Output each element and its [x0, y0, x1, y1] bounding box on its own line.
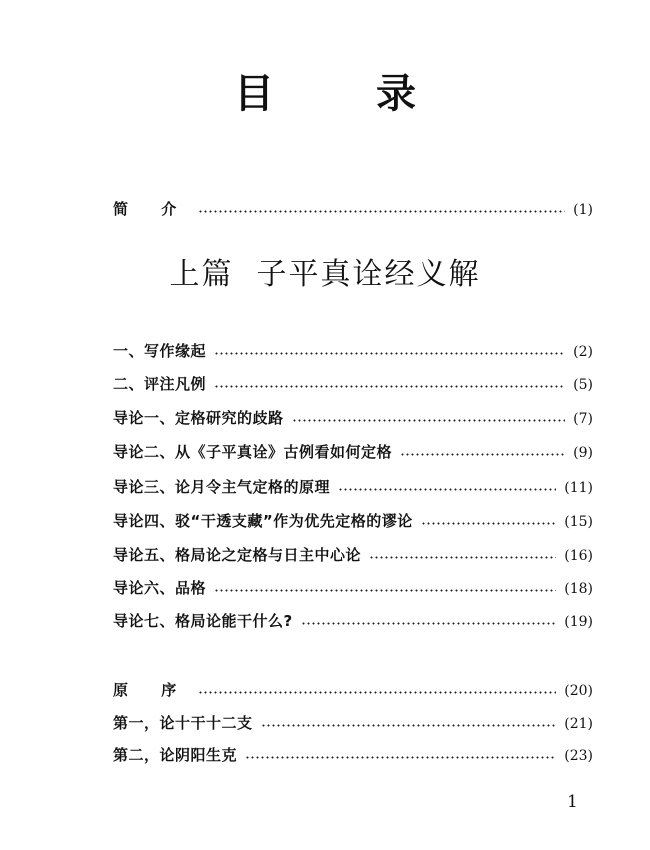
toc-entry-page: (9) [573, 444, 593, 461]
toc-entry[interactable] [113, 709, 593, 735]
toc-entry-label: 原 序 [113, 680, 191, 699]
toc-entry[interactable] [113, 741, 593, 767]
toc-entry[interactable] [113, 574, 593, 600]
toc-entry-page: (21) [564, 715, 593, 732]
toc-entry-label: 导论四、驳“干透支藏”作为优先定格的谬论 [113, 511, 413, 530]
toc-leader-dots [245, 756, 556, 759]
toc-entry-page: (15) [564, 513, 593, 530]
toc-entry-label: 简 介 [113, 199, 191, 218]
toc-entry-label: 二、评注凡例 [113, 374, 207, 393]
toc-entry-intro[interactable] [113, 195, 593, 221]
toc-entry[interactable] [113, 370, 593, 396]
toc-entry[interactable] [113, 507, 593, 533]
toc-entry-page: (19) [564, 613, 593, 630]
toc-entry-label: 一、写作缘起 [113, 341, 207, 360]
toc-entry-label: 导论五、格局论之定格与日主中心论 [113, 545, 362, 564]
toc-entry-page: (16) [564, 547, 593, 564]
page-number: 1 [567, 792, 578, 812]
toc-entry-page: (5) [573, 376, 593, 393]
toc-entry-label: 导论一、定格研究的歧路 [113, 408, 284, 427]
toc-entry-page: (23) [564, 747, 593, 764]
toc-entry-label: 导论二、从《子平真诠》古例看如何定格 [113, 442, 393, 461]
toc-entry[interactable] [113, 473, 593, 499]
toc-entry-label: 导论七、格局论能干什么? [113, 611, 293, 630]
toc-entry[interactable] [113, 337, 593, 363]
toc-entry-label: 导论三、论月令主气定格的原理 [113, 477, 331, 496]
toc-leader-dots [400, 453, 565, 456]
section-title: 上篇 子平真诠经义解 [169, 257, 481, 292]
toc-leader-dots [301, 622, 557, 625]
toc-entry[interactable] [113, 438, 593, 464]
toc-entry-page: (20) [564, 682, 593, 699]
toc-entry-page: (1) [573, 201, 593, 218]
toc-leader-dots [198, 210, 565, 213]
toc-leader-dots [261, 724, 557, 727]
toc-entry-page: (7) [573, 410, 593, 427]
toc-entry-label: 第一，论十干十二支 [113, 713, 253, 732]
toc-entry[interactable] [113, 541, 593, 567]
toc-leader-dots [214, 352, 565, 355]
toc-leader-dots [214, 589, 556, 592]
toc-entry[interactable] [113, 607, 593, 633]
page-title: 目 录 [234, 70, 460, 117]
toc-entry-page: (11) [564, 479, 593, 496]
toc-entry-page: (2) [573, 343, 593, 360]
toc-leader-dots [338, 488, 556, 491]
toc-entry[interactable] [113, 404, 593, 430]
toc-entry-label: 导论六、品格 [113, 578, 207, 597]
toc-entry-page: (18) [564, 580, 593, 597]
toc-entry-label: 第二，论阴阳生克 [113, 745, 238, 764]
toc-leader-dots [292, 419, 566, 422]
toc-leader-dots [198, 691, 556, 694]
toc-leader-dots [369, 556, 556, 559]
toc-entry[interactable] [113, 676, 593, 702]
toc-leader-dots [214, 385, 565, 388]
toc-leader-dots [421, 522, 557, 525]
